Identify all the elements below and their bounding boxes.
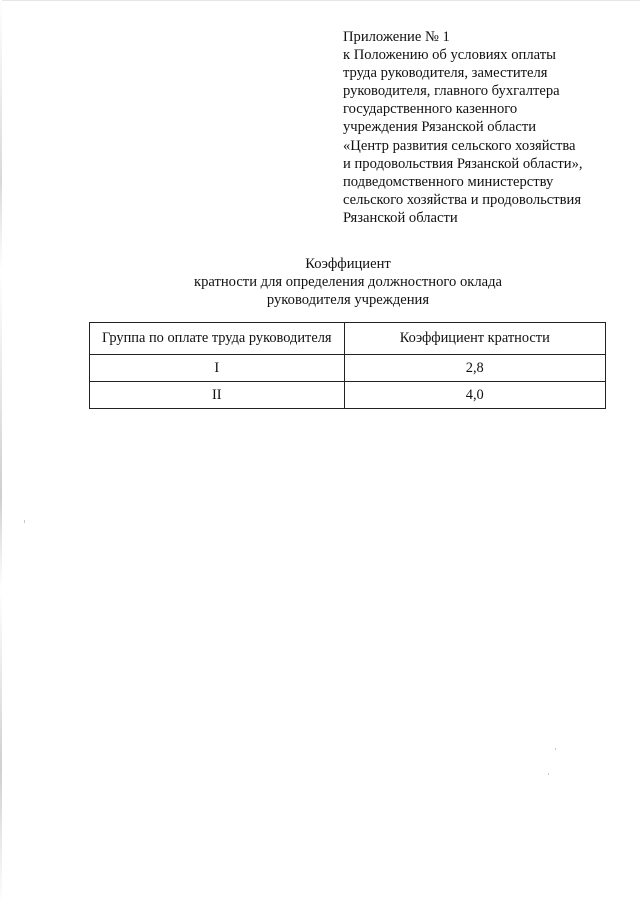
annex-line: руководителя, главного бухгалтера <box>343 83 560 100</box>
table-header-row <box>90 323 606 355</box>
annex-header <box>343 28 633 227</box>
annex-line: государственного казенного <box>343 101 518 118</box>
scan-speck <box>555 748 556 750</box>
scan-speck <box>548 773 549 775</box>
cell-pay-group: I <box>90 355 345 382</box>
table-row <box>90 382 606 409</box>
annex-line: Рязанской области <box>343 209 458 226</box>
annex-line: «Центр развития сельского хозяйства <box>343 137 576 154</box>
title-line: Коэффициент <box>305 256 391 272</box>
document-title <box>90 255 606 310</box>
annex-line: и продовольствия Рязанской области», <box>343 155 583 172</box>
annex-line: учреждения Рязанской области <box>343 119 537 136</box>
table-row <box>90 355 606 382</box>
scan-edge-left <box>0 0 2 905</box>
cell-coefficient: 2,8 <box>344 355 606 382</box>
scan-edge-top <box>0 0 640 1</box>
annex-line: подведомственного министерству <box>343 173 554 190</box>
cell-coefficient: 4,0 <box>344 382 606 409</box>
annex-line: Приложение № 1 <box>343 29 450 45</box>
cell-pay-group: II <box>90 382 345 409</box>
annex-line: к Положению об условиях оплаты <box>343 47 556 64</box>
title-line: кратности для определения должностного оклада <box>194 274 502 291</box>
title-line: руководителя учреждения <box>266 292 430 309</box>
header-pay-group: Группа по оплате труда руководителя <box>90 323 345 355</box>
annex-line: труда руководителя, заместителя <box>343 65 548 82</box>
coefficient-table <box>89 322 606 409</box>
annex-line: сельского хозяйства и продовольствия <box>343 191 582 208</box>
header-coefficient: Коэффициент кратности <box>344 323 606 355</box>
scan-speck <box>24 520 25 523</box>
